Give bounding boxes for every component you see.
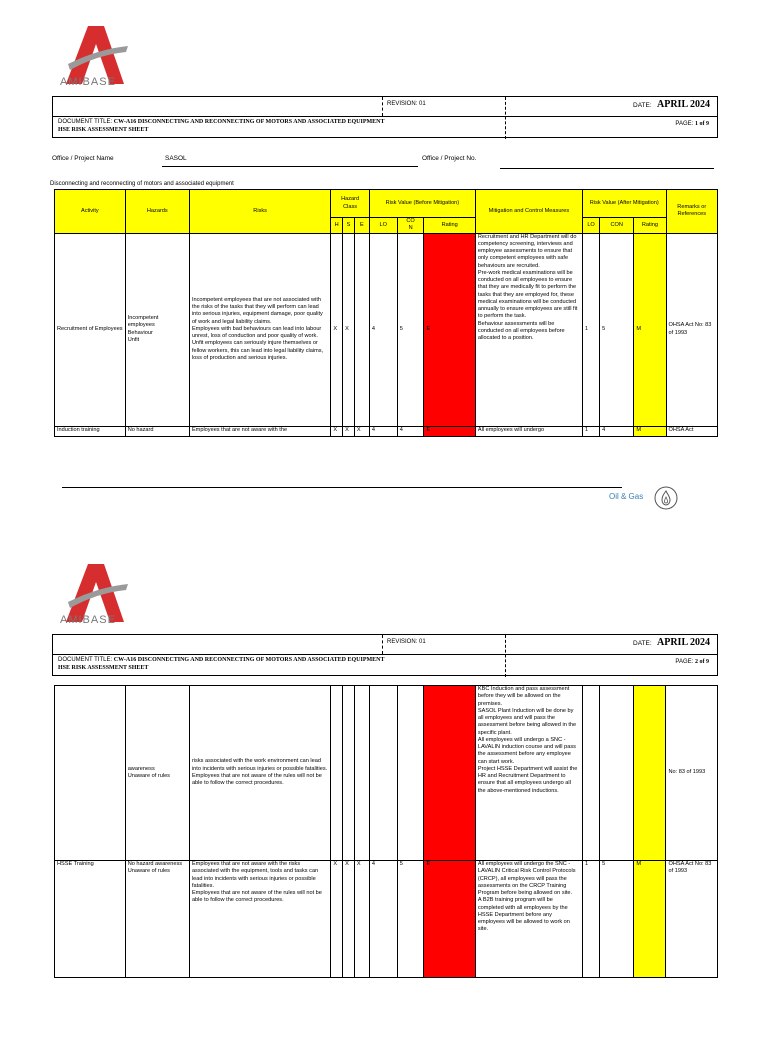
cell-mitigation: All employees will undergo the SNC - LAVALIN Critical Risk Control Protocols (CRCP), all employees will pass the assessments on the CRCP Training Program before being allowed on site. A B2B training program will be completed with all employees by the HSSE Department before any employees will be allowed to work on site. (475, 861, 582, 978)
table-row (55, 861, 718, 978)
cell-lo (369, 686, 397, 861)
cell-lo-after: 1 (582, 861, 599, 978)
footer-divider (62, 487, 622, 488)
col-remarks: Remarks or References (666, 190, 718, 234)
col-lo-after: LO (582, 218, 599, 234)
cell-e: X (354, 861, 369, 978)
cell-rating-after: M (634, 426, 666, 436)
cell-con-after: 5 (600, 233, 634, 426)
col-rating-after: Rating (634, 218, 666, 234)
col-s: S (343, 218, 355, 234)
document-header (52, 634, 718, 676)
cell-activity: HSSE Training (55, 861, 126, 978)
cell-rating: E (424, 426, 475, 436)
col-lo: LO (369, 218, 397, 234)
cell-h (331, 686, 343, 861)
date-label: DATE: (633, 640, 652, 647)
cell-s: X (343, 861, 355, 978)
col-con-after: CON (600, 218, 634, 234)
cell-con (397, 686, 424, 861)
cell-lo-after (582, 686, 599, 861)
document-title: DOCUMENT TITLE: CW-A16 DISCONNECTING AND RECONNECTING OF MOTORS AND ASSOCIATED EQUIPMENT (58, 657, 385, 663)
cell-h: X (331, 233, 343, 426)
cell-risks: Incompetent employees that are not associated with the risks of the tasks that they will perform can lead into serious injuries, equipment damage, poor quality of work and legal liability claims. Employees with bad behaviours can lead into labour unrest, loss of conduction and poor quality of work. Unfit employees can seriously injure themselves or fellow workers, this can lead into legal liability claims, loss of production and serious injuries. (189, 233, 330, 426)
page-number: PAGE: 2 of 9 (675, 659, 709, 665)
document-subtitle: HSE RISK ASSESSMENT SHEET (58, 665, 149, 671)
revision-label: REVISION: 01 (387, 639, 426, 645)
cell-e: X (354, 426, 369, 436)
cell-lo-after: 1 (582, 233, 599, 426)
sector-label: Oil & Gas (609, 492, 644, 501)
cell-con-after (600, 686, 634, 861)
col-risk-after: Risk Value (After Mitigation) (582, 190, 666, 218)
cell-rating: E (424, 861, 475, 978)
cell-mitigation: Recruitment and HR Department will do competency screening, interviews and employee assessments to ensure that only competent employees with safe behaviours are recruited. Pre-work medical examinations will be conducted on all employees to ensure that they are medically fit to perform the tasks that they are employed for, these medical examinations will be conducted annually to ensure employees are still fit to perform the task. Behaviour assessments will be conducted on all employees before allocated to a position. (475, 233, 582, 426)
office-name-label: Office / Project Name (52, 155, 114, 162)
page-1 (0, 0, 768, 512)
cell-con: 5 (397, 233, 424, 426)
office-no-label: Office / Project No. (422, 155, 477, 162)
cell-hazards: Incompetent employees Behaviour Unfit (125, 233, 189, 426)
document-header (52, 96, 718, 138)
col-con: CO N (397, 218, 424, 234)
cell-con-after: 5 (600, 861, 634, 978)
risk-assessment-table (54, 189, 718, 437)
col-hazards: Hazards (125, 190, 189, 234)
company-name: AMIBASE (60, 614, 116, 626)
page-2 (0, 538, 768, 1050)
cell-remarks: No: 83 of 1993 (666, 686, 718, 861)
col-h: H (331, 218, 343, 234)
col-activity: Activity (55, 190, 126, 234)
cell-remarks: OHSA Act No: 83 of 1993 (666, 861, 718, 978)
col-e: E (354, 218, 369, 234)
cell-con-after: 4 (600, 426, 634, 436)
cell-con: 5 (397, 861, 424, 978)
cell-hazards: No hazard (125, 426, 189, 436)
cell-h: X (331, 426, 343, 436)
cell-rating (424, 686, 475, 861)
flame-icon (654, 486, 678, 510)
cell-rating-after: M (634, 233, 666, 426)
cell-con: 4 (397, 426, 424, 436)
section-caption: Disconnecting and reconnecting of motors and associated equipment (50, 181, 234, 187)
cell-rating-after (634, 686, 666, 861)
col-hazard-class: Hazard Class (331, 190, 370, 218)
cell-risks: risks associated with the work environment can lead into incidents with serious injuries or possible fatalities. Employees that are not aware of the rules will not be able to follow the correct procedures. (189, 686, 330, 861)
office-name-value: SASOL (165, 155, 187, 162)
table-row (55, 426, 718, 436)
cell-remarks: OHSA Act (666, 426, 718, 436)
cell-activity (55, 686, 126, 861)
table-row (55, 686, 718, 861)
cell-risks: Employees that are not aware with the risks associated with the equipment, tools and tasks can lead into incidents with serious injuries or possible fatalities. Employees that are not aware of the rules will not be able to follow the correct procedures. (189, 861, 330, 978)
cell-s: X (343, 233, 355, 426)
cell-rating: E (424, 233, 475, 426)
cell-activity: Induction training (55, 426, 126, 436)
revision-label: REVISION: 01 (387, 101, 426, 107)
table-row (55, 233, 718, 426)
cell-hazards: awareness Unaware of rules (125, 686, 189, 861)
document-title: DOCUMENT TITLE: CW-A16 DISCONNECTING AND RECONNECTING OF MOTORS AND ASSOCIATED EQUIPMENT (58, 119, 385, 125)
col-risks: Risks (189, 190, 330, 234)
cell-lo: 4 (369, 233, 397, 426)
cell-s: X (343, 426, 355, 436)
cell-e (354, 233, 369, 426)
cell-s (343, 686, 355, 861)
company-name: AMIBASE (60, 76, 116, 88)
col-rating: Rating (424, 218, 475, 234)
cell-mitigation: KBC Induction and pass assessment before they will be allowed on the premises. SASOL Plant Induction will be done by all employees and will pass the assessment before being allowed in the specific plant. All employees will undergo a SNC - LAVALIN induction course and will pass the assessment before any employee can start work. Project HSSE Department will assist the HR and Recruitment Department to ensure that all employees undergo all the above-mentioned inductions. (475, 686, 582, 861)
page-number: PAGE: 1 of 9 (675, 121, 709, 127)
cell-activity: Recruitment of Employees (55, 233, 126, 426)
col-mitigation: Mitigation and Control Measures (475, 190, 582, 234)
date-value: APRIL 2024 (657, 637, 711, 648)
cell-e (354, 686, 369, 861)
date-value: APRIL 2024 (657, 99, 711, 110)
cell-lo-after: 1 (582, 426, 599, 436)
risk-assessment-table (54, 685, 718, 978)
cell-mitigation: All employees will undergo (475, 426, 582, 436)
cell-risks: Employees that are not aware with the (189, 426, 330, 436)
cell-hazards: No hazard awareness Unaware of rules (125, 861, 189, 978)
cell-lo: 4 (369, 861, 397, 978)
cell-remarks: OHSA Act No: 83 of 1993 (666, 233, 718, 426)
col-risk-before: Risk Value (Before Mitigation) (369, 190, 475, 218)
date-label: DATE: (633, 102, 652, 109)
cell-h: X (331, 861, 343, 978)
cell-lo: 4 (369, 426, 397, 436)
document-subtitle: HSE RISK ASSESSMENT SHEET (58, 127, 149, 133)
cell-rating-after: M (634, 861, 666, 978)
